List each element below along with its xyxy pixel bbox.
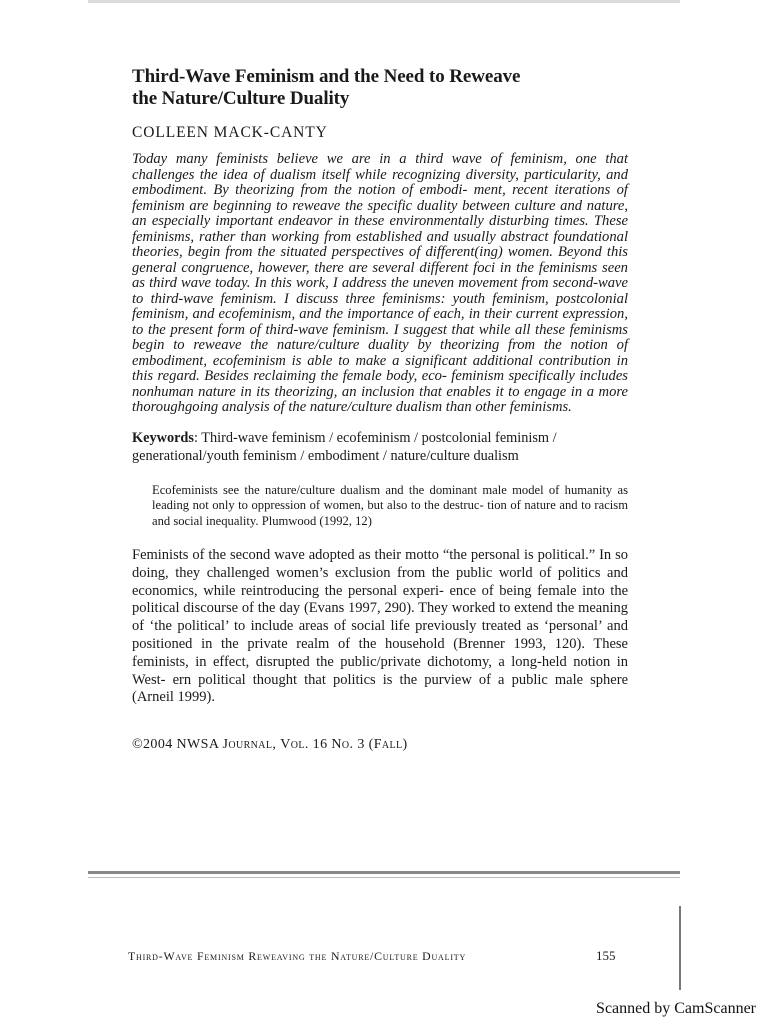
abstract-line: and the importance of each, in their current expression, to the present (132, 306, 628, 338)
abstract-line: this general congruence, however, there are several different foci in the (132, 244, 628, 276)
body-line: areas of social life previously treated as ‘personal’ and positioned in the (132, 618, 628, 652)
keywords-label: Keywords (132, 429, 194, 446)
abstract-line: contribution in this regard. Besides reclaiming the female body, eco- (132, 352, 628, 384)
copyright-prefix: ©2004 NWSA (132, 737, 223, 753)
journal-name: Journal (222, 737, 273, 753)
abstract-line: form of third-wave feminism. I suggest that while all these feminisms (217, 321, 628, 338)
scanner-watermark: Scanned by CamScanner (596, 1000, 756, 1017)
top-edge-rule (88, 0, 680, 3)
body-line: political.” In so doing, they challenged women’s exclusion from the public (132, 547, 629, 581)
abstract-line: of embodiment, ecofeminism is able to make a significant additional (132, 337, 628, 369)
footer-rule-thin (88, 877, 680, 878)
page-edge-shadow (679, 906, 681, 990)
abstract-line: particularity, and embodiment. By theorizing from the notion of embodi- (132, 166, 629, 198)
volume-number: 16 (308, 737, 332, 753)
epigraph-line: tion of nature and to racism and social inequality. Plumwood (1992, 12) (152, 498, 629, 528)
keywords-line-2: generational/youth feminism / embodiment / nature/culture dualism (132, 447, 519, 464)
body-line: 290). They worked to extend the meaning of ‘the political’ to include (132, 600, 628, 635)
body-line: world of politics and economics, while reintroducing the personal experi- (132, 564, 628, 599)
page-content (132, 66, 628, 753)
issue-season: (Fall) (368, 737, 408, 753)
abstract-line: feminism specifically includes nonhuman nature in its theorizing, an (132, 368, 628, 400)
body-line: effect, disrupted the public/private dichotomy, a long-held notion in West- (132, 653, 628, 688)
abstract-line: begin to reweave the nature/culture duality by theorizing from the notion (132, 337, 608, 353)
abstract-line: these environmentally disturbing times. These feminisms, rather than (132, 213, 628, 245)
abstract (132, 152, 628, 416)
abstract-line: duality between culture and nature, an especially important endeavor in (132, 197, 628, 229)
volume-label: Vol. (280, 737, 309, 753)
keywords-line-1: : Third-wave feminism / ecofeminism / postcolonial feminism / (193, 429, 557, 446)
body-paragraph (132, 547, 628, 707)
article-title (132, 66, 628, 110)
abstract-line: begin from the situated perspectives of different(ing) women. Beyond (187, 244, 602, 260)
running-head: Third-Wave Feminism Reweaving the Nature/Culture Duality (128, 949, 467, 963)
body-line: Feminists of the second wave adopted as their motto “the personal is (132, 547, 534, 563)
copyright-sep: , (272, 737, 281, 753)
abstract-line: movement from second-wave to third-wave feminism. I discuss three (132, 275, 628, 307)
body-line: ern political thought that politics is the purview of a public male sphere (172, 671, 629, 688)
issue-number: 3 (353, 737, 369, 753)
abstract-line: ment, recent iterations of feminism are beginning to reweave the specific (132, 182, 628, 214)
epigraph-line: humanity as leading not only to oppression of women, but also to the destruc- (152, 482, 628, 512)
body-line: (Arneil 1999). (132, 689, 215, 706)
epigraph-line: Ecofeminists see the nature/culture dualism and the dominant male model of (152, 482, 560, 497)
epigraph-quote (152, 483, 628, 530)
issue-label: No. (331, 737, 354, 753)
abstract-line: working from established and usually abstract foundational theories, (132, 228, 629, 260)
abstract-line: Today many feminists believe we are in a third wave of feminism, one (132, 151, 597, 167)
abstract-line: that challenges the idea of dualism itself while recognizing diversity, (132, 151, 629, 183)
abstract-line: inclusion that enables it to engage in a more thoroughgoing analysis of (132, 383, 628, 415)
author-name: COLLEEN MACK-CANTY (132, 124, 328, 141)
copyright-line (132, 737, 628, 753)
body-line: private realm of the household (Brenner 1993, 120). These feminists, in (132, 635, 628, 670)
body-line: ence of being female into the political discourse of the day (Evans 1997, (132, 582, 629, 617)
title-line-2: the Nature/Culture Duality (132, 88, 350, 109)
title-line-1: Third-Wave Feminism and the Need to Reweave (132, 66, 521, 87)
abstract-line: feminisms: youth feminism, postcolonial feminism, and ecofeminism, (132, 290, 629, 322)
footer-rule (88, 871, 680, 874)
abstract-line: feminisms seen as third wave today. In this work, I address the uneven (132, 259, 628, 291)
page-number: 155 (596, 948, 616, 963)
abstract-line: the nature/culture dualism than other feminisms. (288, 399, 572, 415)
keywords (132, 429, 628, 465)
